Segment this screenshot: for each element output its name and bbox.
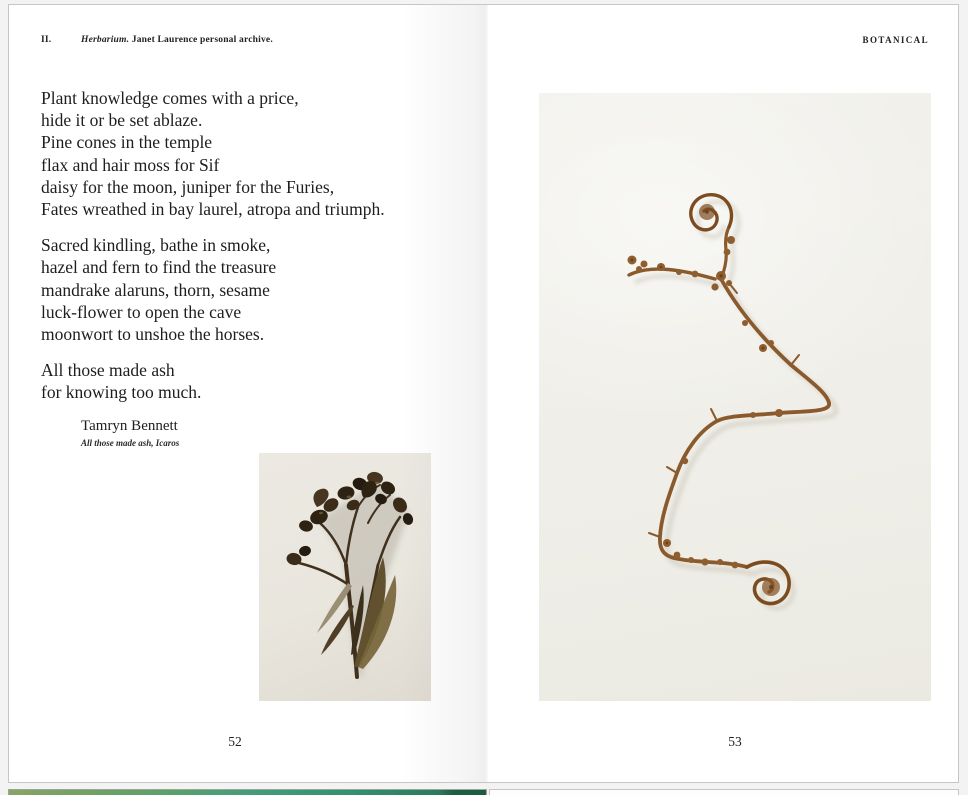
poem-attribution bbox=[81, 417, 179, 448]
specimen-photo-bouquet bbox=[259, 453, 431, 701]
poem-line: moonwort to unshoe the horses. bbox=[41, 324, 265, 345]
chapter-number: II. bbox=[41, 35, 52, 45]
running-header-right: BOTANICAL bbox=[862, 35, 929, 45]
poem-author: Tamryn Bennett bbox=[81, 418, 178, 434]
curled-fern-vine-image bbox=[539, 93, 931, 701]
poem-line: for knowing too much. bbox=[41, 382, 202, 403]
poem-line: Fates wreathed in bay laurel, atropa and triumph. bbox=[41, 199, 385, 220]
page-number-right: 53 bbox=[728, 734, 742, 749]
next-spread-left-image-edge bbox=[8, 789, 487, 795]
poem-line: flax and hair moss for Sif bbox=[41, 154, 220, 175]
book-spread bbox=[8, 4, 959, 783]
poem-stanza bbox=[41, 234, 461, 345]
poem-line: mandrake alaruns, thorn, sesame bbox=[41, 279, 270, 300]
poem bbox=[41, 87, 461, 418]
poem-line: hazel and fern to find the treasure bbox=[41, 257, 277, 278]
poem-line: daisy for the moon, juniper for the Furies, bbox=[41, 176, 335, 197]
poem-line: Pine cones in the temple bbox=[41, 132, 213, 153]
poem-line: hide it or be set ablaze. bbox=[41, 110, 203, 131]
next-spread-right-page-edge bbox=[489, 789, 959, 795]
poem-line: Sacred kindling, bathe in smoke, bbox=[41, 235, 271, 256]
running-header-left bbox=[41, 35, 273, 45]
specimen-photo-fern bbox=[539, 93, 931, 701]
chapter-title-italic: Herbarium. bbox=[81, 35, 130, 45]
next-spread-peek bbox=[8, 789, 959, 795]
chapter-title-rest: Janet Laurence personal archive. bbox=[131, 35, 273, 45]
poem-stanza bbox=[41, 87, 461, 220]
poem-line: luck-flower to open the cave bbox=[41, 301, 242, 322]
poem-source-title: All those made ash, Icaros bbox=[81, 438, 180, 448]
poem-line: All those made ash bbox=[41, 360, 175, 381]
page-number-left: 52 bbox=[228, 734, 242, 749]
dried-bouquet-image bbox=[259, 453, 431, 701]
poem-line: Plant knowledge comes with a price, bbox=[41, 88, 299, 108]
poem-stanza bbox=[41, 359, 461, 403]
